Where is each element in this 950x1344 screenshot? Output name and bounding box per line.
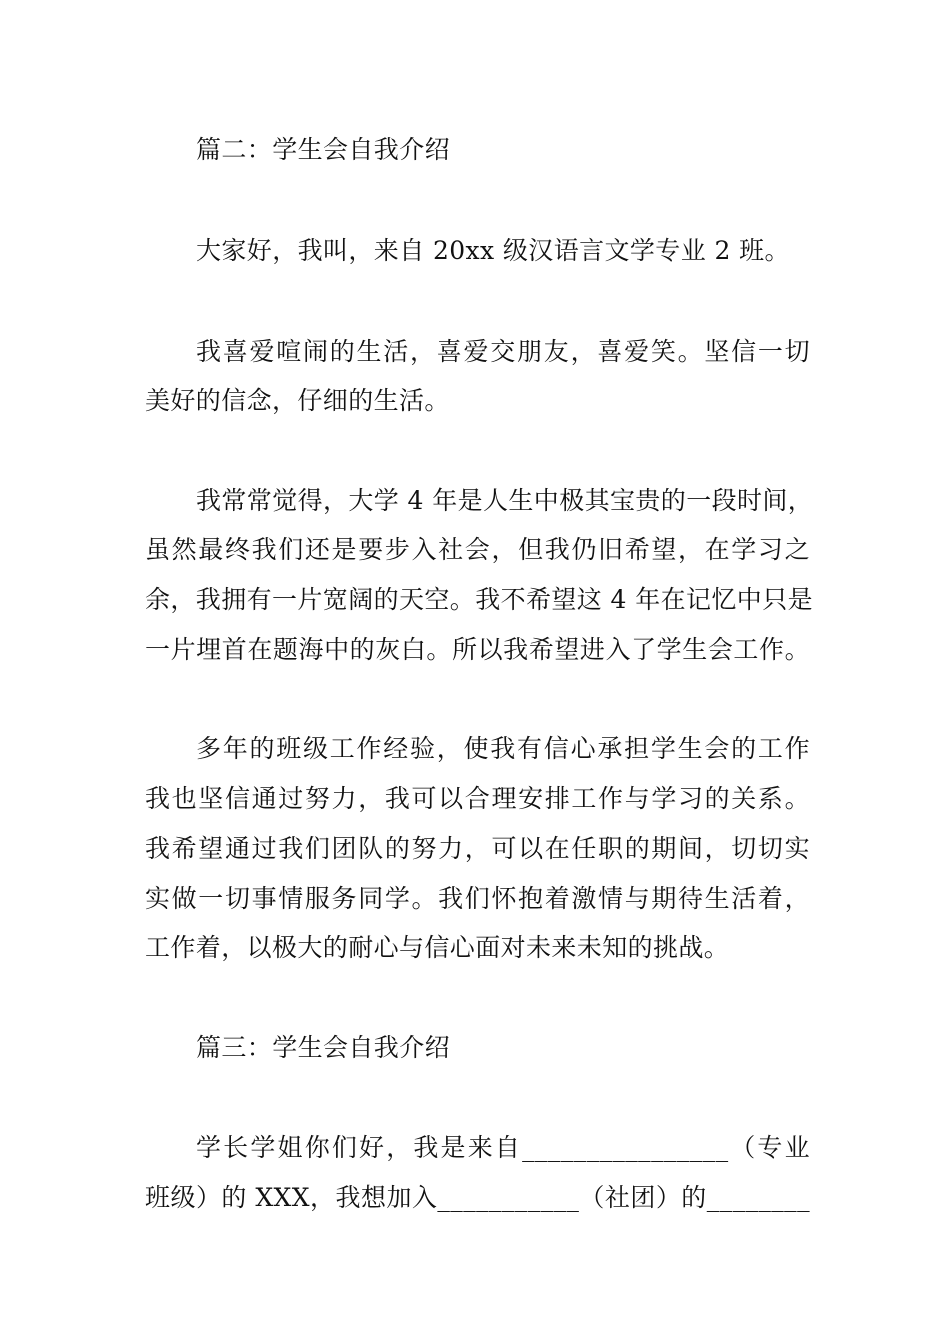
paragraph-line: 多年的班级工作经验，使我有信心承担学生会的工作 — [196, 734, 810, 763]
paragraph-line: 虽然最终我们还是要步入社会，但我仍旧希望，在学习之 — [145, 535, 810, 564]
paragraph-line: 大家好，我叫，来自 20xx 级汉语言文学专业 2 班。 — [196, 236, 790, 265]
section-heading: 篇二：学生会自我介绍 — [196, 135, 451, 164]
paragraph-line: 班级）的 XXX，我想加入___________（社团）的________ — [145, 1183, 810, 1212]
paragraph-line: 实做一切事情服务同学。我们怀抱着激情与期待生活着， — [145, 884, 810, 913]
paragraph-line: 我也坚信通过努力，我可以合理安排工作与学习的关系。 — [145, 784, 810, 813]
paragraph-line: 余，我拥有一片宽阔的天空。我不希望这 4 年在记忆中只是 — [145, 585, 814, 614]
paragraph-line: 我喜爱喧闹的生活，喜爱交朋友，喜爱笑。坚信一切 — [196, 337, 810, 366]
paragraph-line: 我希望通过我们团队的努力，可以在任职的期间，切切实 — [145, 834, 810, 863]
paragraph-line: 我常常觉得，大学 4 年是人生中极其宝贵的一段时间， — [196, 486, 814, 515]
paragraph-line: 美好的信念，仔细的生活。 — [145, 386, 450, 415]
paragraph-line: 学长学姐你们好，我是来自________________（专业 — [196, 1133, 810, 1162]
section-heading: 篇三：学生会自我介绍 — [196, 1033, 451, 1062]
paragraph-line: 一片埋首在题海中的灰白。所以我希望进入了学生会工作。 — [145, 635, 810, 664]
paragraph-line: 工作着，以极大的耐心与信心面对未来未知的挑战。 — [145, 933, 730, 962]
